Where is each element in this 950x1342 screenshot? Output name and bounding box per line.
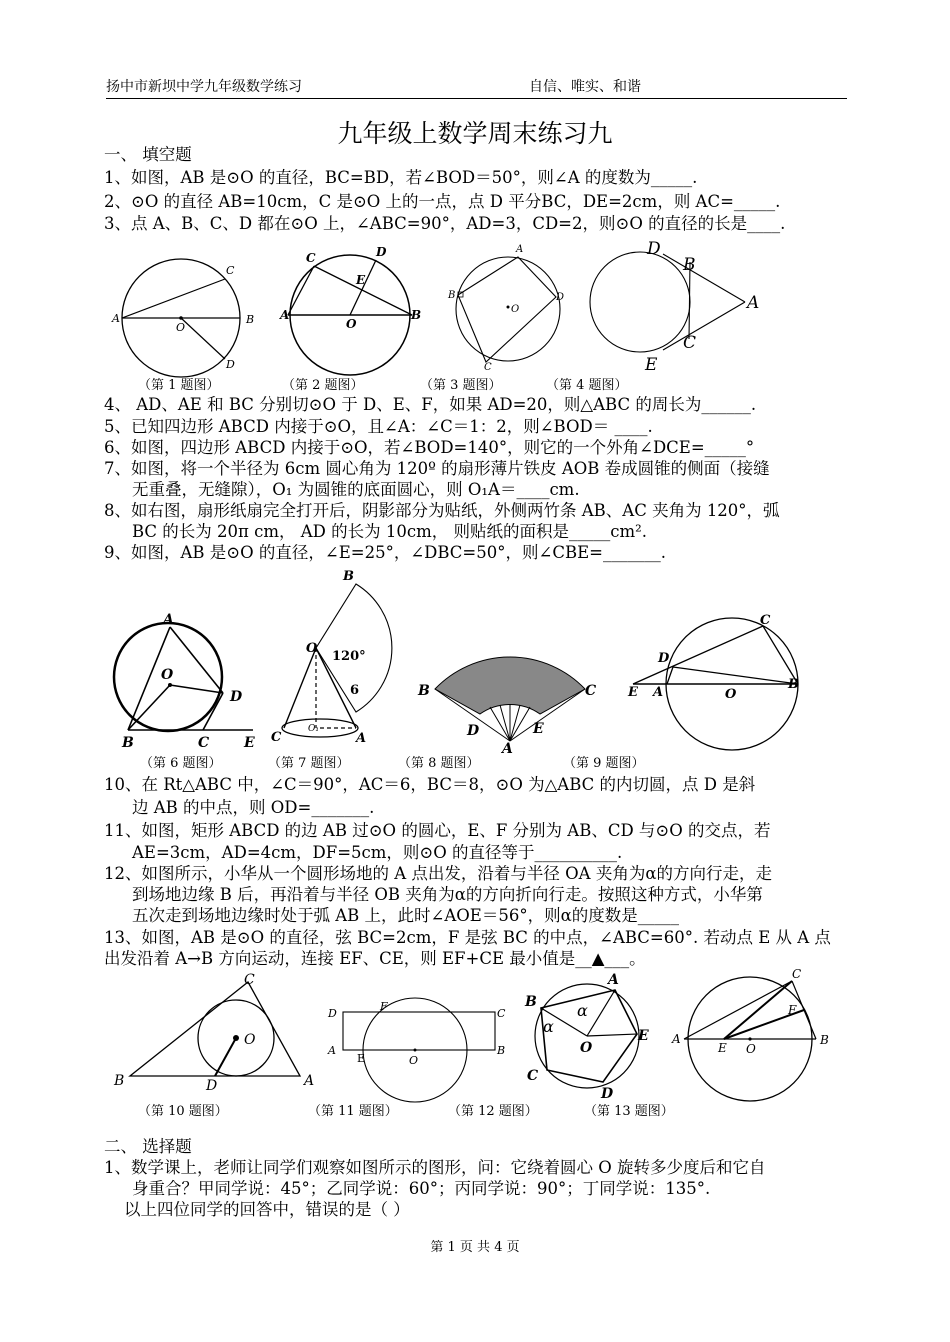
fig7-label-angle: 120° xyxy=(332,649,366,664)
fig9-label-o: O xyxy=(725,687,737,702)
fig12-label-b: B xyxy=(525,994,537,1010)
question-3: 3、点 A、B、C、D 都在⊙O 上，∠ABC=90°，AD=3，CD=2，则⊙O 的直径的长是____. xyxy=(104,214,786,233)
fig7-label-o: O xyxy=(306,641,318,656)
caption-fig10: （第 10 题图） xyxy=(138,1104,228,1119)
question-12: 12、如图所示，小华从一个圆形场地的 A 点出发，沿着与半径 OA 夹角为α的方向行走，走 xyxy=(104,864,772,883)
question-7-cont: 无重叠，无缝隙），O₁ 为圆锥的底面圆心，则 O₁A＝____cm. xyxy=(132,480,580,499)
choice-question-1-cont2: 以上四位同学的回答中，错误的是（ ） xyxy=(124,1200,410,1219)
caption-fig4: （第 4 题图） xyxy=(546,378,628,393)
fig11-label-f: F xyxy=(380,1000,388,1013)
fig12-label-o: O xyxy=(580,1040,593,1056)
fig4-label-a: A xyxy=(747,293,760,313)
figure-11 xyxy=(325,990,515,1100)
fig3-label-o: O xyxy=(511,304,520,315)
fig2-label-c: C xyxy=(306,251,316,265)
fig6-label-e: E xyxy=(244,735,255,751)
caption-fig11: （第 11 题图） xyxy=(308,1104,398,1119)
figure-7 xyxy=(268,568,418,746)
fig8-label-e: E xyxy=(533,721,544,737)
figure-10 xyxy=(110,972,320,1092)
fig12-label-alpha-1: α xyxy=(577,1001,588,1020)
fig9-label-d: D xyxy=(658,651,670,666)
fig1-label-a: A xyxy=(112,312,120,325)
fig9-label-e: E xyxy=(628,685,638,700)
section-fill-heading: 一、 填空题 xyxy=(104,145,192,164)
fig8-label-d: D xyxy=(467,723,480,739)
figure-3 xyxy=(446,242,566,372)
fig7-label-b: B xyxy=(343,569,354,584)
caption-fig9: （第 9 题图） xyxy=(563,756,645,771)
fig1-label-c: C xyxy=(226,264,235,277)
fig7-label-c: C xyxy=(271,730,282,745)
fig6-label-c: C xyxy=(198,735,210,751)
fig1-label-o: O xyxy=(176,321,186,334)
question-6: 6、如图，四边形 ABCD 内接于⊙O，若∠BOD=140°，则它的一个外角∠DCE=_____° xyxy=(104,438,755,457)
fig1-label-d: D xyxy=(226,358,235,371)
fig4-label-e: E xyxy=(645,355,658,375)
question-2: 2、⊙O 的直径 AB=10cm，C 是⊙O 上的一点，点 D 平分BC，DE=2cm，则 AC=_____. xyxy=(104,192,781,211)
question-4: 4、 AD、AE 和 BC 分别切⊙O 于 D、E、F，如果 AD=20，则△ABC 的周长为______. xyxy=(104,395,757,414)
fig2-label-b: B xyxy=(411,308,422,322)
header-motto: 自信、唯实、和谐 xyxy=(529,79,641,95)
fig3-label-c: C xyxy=(484,362,492,373)
fig2-label-o: O xyxy=(346,317,357,331)
fig3-label-d: D xyxy=(556,292,565,303)
fig4-label-c: C xyxy=(683,333,697,353)
question-8: 8、如右图，扇形纸扇完全打开后，阴影部分为贴纸，外侧两竹条 AB、AC 夹角为 120°，弧 xyxy=(104,501,780,520)
fig8-label-b: B xyxy=(418,683,430,699)
figure-12 xyxy=(525,970,655,1100)
question-7: 7、如图，将一个半径为 6cm 圆心角为 120º 的扇形薄片铁皮 AOB 卷成圆锥的侧面（接缝 xyxy=(104,459,770,478)
fig12-label-c: C xyxy=(527,1068,539,1084)
caption-fig8: （第 8 题图） xyxy=(398,756,480,771)
page-header xyxy=(106,76,847,99)
caption-fig13: （第 13 题图） xyxy=(584,1104,674,1119)
fig4-label-d: D xyxy=(647,239,661,259)
question-8-cont: BC 的长为 20π cm， AD 的长为 10cm， 则贴纸的面积是_____cm². xyxy=(132,522,648,541)
fig13-label-c: C xyxy=(792,967,802,981)
figure-6 xyxy=(108,612,258,751)
fig11-label-a: A xyxy=(328,1044,336,1057)
figure-2 xyxy=(280,246,420,376)
fig13-label-f: F xyxy=(788,1003,797,1017)
fig10-label-o: O xyxy=(244,1032,256,1048)
fig12-label-alpha-2: α xyxy=(543,1017,554,1036)
fig7-label-o1: O₁ xyxy=(308,724,319,734)
caption-fig6: （第 6 题图） xyxy=(140,756,222,771)
fig11-label-b: B xyxy=(497,1044,506,1057)
question-5: 5、已知四边形 ABCD 内接于⊙O，且∠A：∠C＝1：2，则∠BOD＝ ____. xyxy=(104,417,653,436)
question-13-cont: 出发沿着 A→B 方向运动，连接 EF、CE，则 EF+CE 最小值是__▲___。 xyxy=(104,949,646,968)
caption-fig3: （第 3 题图） xyxy=(420,378,502,393)
fig11-label-c: C xyxy=(497,1007,506,1020)
fig6-label-a: A xyxy=(163,612,174,628)
fig12-label-d: D xyxy=(601,1086,614,1102)
question-11: 11、如图，矩形 ABCD 的边 AB 过⊙O 的圆心，E、F 分别为 AB、CD 与⊙O 的交点，若 xyxy=(104,821,771,840)
caption-fig1: （第 1 题图） xyxy=(138,378,220,393)
choice-question-1: 1、数学课上，老师让同学们观察如图所示的图形，问：它绕着圆心 O 旋转多少度后和它自 xyxy=(104,1158,766,1177)
figure-4 xyxy=(585,239,765,375)
question-12-cont2: 五次走到场地边缘时处于弧 AB 上，此时∠AOE＝56°，则α的度数是_____ xyxy=(132,906,679,925)
fig6-label-d: D xyxy=(230,689,243,705)
page-title: 九年级上数学周末练习九 xyxy=(337,119,613,148)
fig13-label-b: B xyxy=(820,1033,829,1047)
fig3-label-b: B xyxy=(448,290,456,301)
fig1-label-b: B xyxy=(246,313,255,326)
figure-1 xyxy=(112,246,255,376)
question-10: 10、在 Rt△ABC 中，∠C＝90°，AC＝6，BC＝8，⊙O 为△ABC 的内切圆，点 D 是斜 xyxy=(104,775,756,794)
section-choice-heading: 二、 选择题 xyxy=(104,1137,192,1156)
fig13-label-e: E xyxy=(718,1041,727,1055)
figure-13 xyxy=(672,966,832,1096)
fig8-label-a: A xyxy=(502,741,513,757)
question-13: 13、如图，AB 是⊙O 的直径，弦 BC=2cm，F 是弦 BC 的中点，∠ABC=60°. 若动点 E 从 A 点 xyxy=(104,928,831,947)
fig11-label-o: O xyxy=(409,1054,419,1067)
question-9: 9、如图，AB 是⊙O 的直径，∠E=25°，∠DBC=50°，则∠CBE=_______. xyxy=(104,543,666,562)
fig10-label-b: B xyxy=(114,1073,125,1089)
fig2-label-a: A xyxy=(280,308,290,322)
fig10-label-d: D xyxy=(206,1078,218,1094)
fig7-label-a: A xyxy=(356,731,367,746)
figure-9 xyxy=(625,612,805,742)
fig10-label-c: C xyxy=(244,972,255,988)
fig8-label-c: C xyxy=(585,683,597,699)
fig11-label-d: D xyxy=(328,1007,337,1020)
fig7-label-six: 6 xyxy=(350,683,360,698)
fig10-label-a: A xyxy=(304,1073,315,1089)
caption-fig2: （第 2 题图） xyxy=(282,378,364,393)
fig2-label-d: D xyxy=(376,245,387,259)
figure-8 xyxy=(415,638,605,757)
fig13-label-a: A xyxy=(672,1032,681,1046)
fig13-label-o: O xyxy=(746,1042,756,1056)
caption-fig7: （第 7 题图） xyxy=(268,756,350,771)
fig9-label-a: A xyxy=(653,685,664,700)
fig4-label-b: B xyxy=(683,255,696,275)
fig11-label-e: E xyxy=(357,1052,366,1065)
fig2-label-e: E xyxy=(356,273,366,287)
fig9-label-c: C xyxy=(760,613,771,628)
caption-fig12: （第 12 题图） xyxy=(448,1104,538,1119)
fig6-label-o: O xyxy=(161,667,174,683)
fig6-label-b: B xyxy=(122,735,134,751)
question-10-cont: 边 AB 的中点，则 OD=_______. xyxy=(132,798,375,817)
page-footer: 第 1 页 共 4 页 xyxy=(430,1240,520,1255)
fig12-label-e: E xyxy=(638,1028,649,1044)
question-12-cont1: 到场地边缘 B 后，再沿着与半径 OB 夹角为α的方向折向行走。按照这种方式，小华第 xyxy=(132,885,763,904)
fig3-label-a: A xyxy=(516,244,524,255)
header-school: 扬中市新坝中学九年级数学练习 xyxy=(106,79,302,95)
question-1: 1、如图，AB 是⊙O 的直径，BC=BD，若∠BOD＝50°，则∠A 的度数为_____. xyxy=(104,168,698,187)
choice-question-1-cont1: 身重合？甲同学说：45°；乙同学说：60°；丙同学说：90°；丁同学说：135°. xyxy=(132,1179,711,1198)
question-11-cont: AE=3cm，AD=4cm，DF=5cm，则⊙O 的直径等于__________. xyxy=(132,843,623,862)
fig9-label-b: B xyxy=(788,677,799,692)
fig12-label-a: A xyxy=(608,972,619,988)
